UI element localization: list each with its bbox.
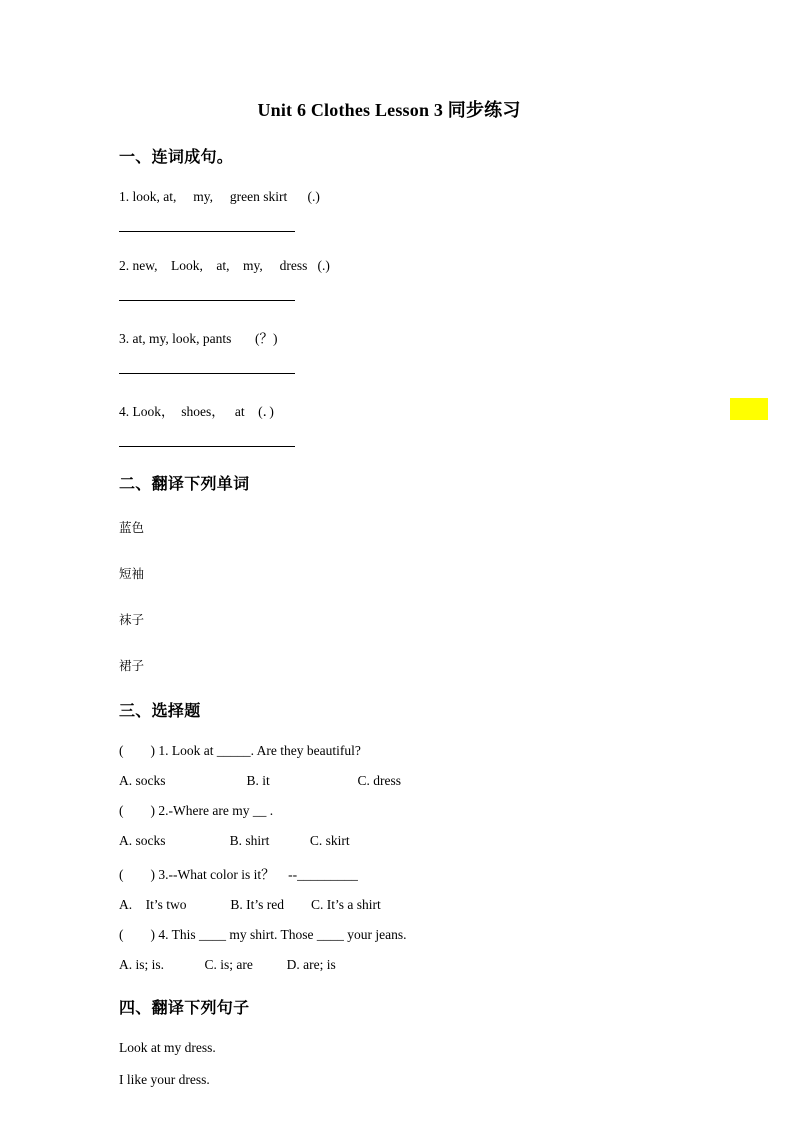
word-item: 裙子 (119, 658, 145, 673)
question-item: 2. new, Look, at, my, dress (.) (119, 258, 330, 273)
choice-options[interactable]: A. socks B. shirt C. skirt (119, 833, 350, 848)
document-content (119, 96, 659, 1088)
choice-options[interactable]: A. It’s two B. It’s red C. It’s a shirt (119, 897, 381, 912)
choice-question: ( ) 2.-Where are my __ . (119, 803, 274, 818)
section-heading-2: 二、翻译下列单词 (119, 474, 250, 493)
choice-question: ( ) 4. This ____ my shirt. Those ____ your jeans. (119, 927, 407, 942)
choice-options[interactable]: A. socks B. it C. dress (119, 773, 402, 788)
choice-question: ( ) 1. Look at _____. Are they beautiful? (119, 743, 361, 758)
sentence-item: Look at my dress. (119, 1040, 216, 1055)
choice-question: ( ) 3.--What color is it？ --_________ (119, 867, 358, 882)
page-title: Unit 6 Clothes Lesson 3 同步练习 (257, 100, 521, 120)
sentence-item: I like your dress. (119, 1072, 210, 1087)
section-heading-4: 四、翻译下列句子 (119, 998, 250, 1017)
yellow-highlight-mark (730, 398, 768, 420)
word-item: 蓝色 (119, 520, 145, 535)
word-item: 短袖 (119, 566, 145, 581)
word-item: 袜子 (119, 612, 145, 627)
question-item: 4. Look， shoes， at (．) (119, 404, 274, 419)
choice-options[interactable]: A. is; is. C. is; are D. are; is (119, 957, 336, 972)
section-heading-3: 三、选择题 (119, 701, 201, 720)
question-item: 1. look, at, my, green skirt (.) (119, 189, 320, 204)
section-heading-1: 一、连词成句。 (119, 147, 234, 166)
question-item: 3. at, my, look, pants (？) (119, 331, 278, 346)
